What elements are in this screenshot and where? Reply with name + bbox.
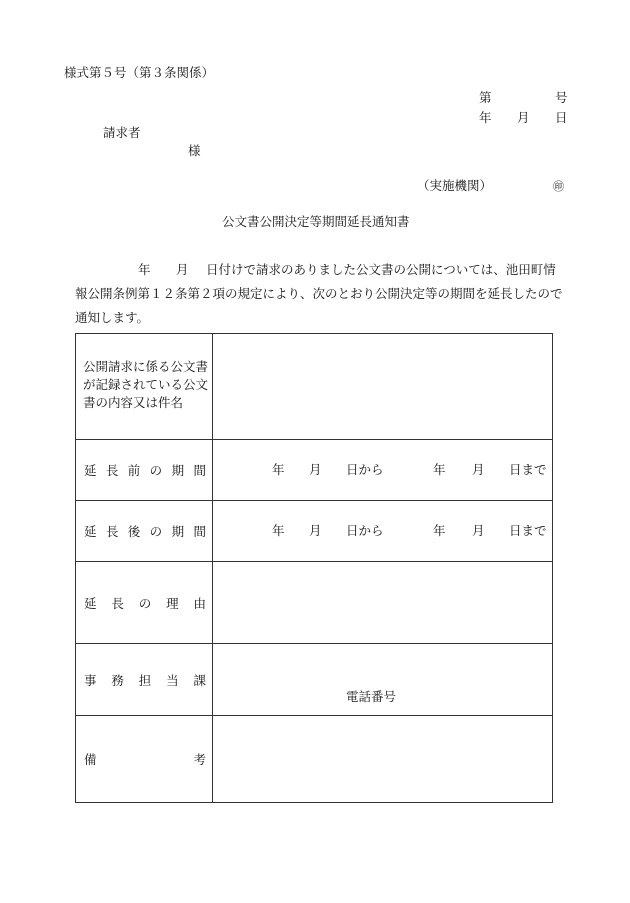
extension-reason-label-cell xyxy=(76,562,213,643)
label-char: 前 xyxy=(127,463,141,478)
extension-reason-field[interactable] xyxy=(213,562,552,643)
form-number: 様式第５号（第３条関係） xyxy=(64,65,215,80)
period-after-field[interactable] xyxy=(213,501,552,561)
document-content-label-line: 書の内容又は件名 xyxy=(83,395,184,410)
label-char: の xyxy=(138,595,152,611)
period-before-end-year: 年 xyxy=(433,461,446,477)
label-char: 延 xyxy=(84,524,97,539)
notice-month-label: 月 xyxy=(176,262,189,277)
extension-reason-label xyxy=(84,594,206,612)
honorific-label: 様 xyxy=(188,143,201,158)
document-content-label-line: 公開請求に係る公文書 xyxy=(83,359,209,374)
document-content-label xyxy=(83,358,208,412)
label-char: 長 xyxy=(105,463,119,478)
responsible-section-field[interactable] xyxy=(213,644,552,715)
document-content-field[interactable] xyxy=(213,334,552,439)
row-period-after xyxy=(76,501,552,562)
period-before-start-month: 月 xyxy=(309,461,322,477)
period-after-start-month: 月 xyxy=(309,522,322,538)
label-char: 延 xyxy=(84,595,97,611)
period-before-end-month: 月 xyxy=(472,461,485,477)
label-char: 間 xyxy=(193,524,206,539)
document-content-label-cell xyxy=(76,334,213,439)
period-before-label-cell xyxy=(76,440,213,500)
period-after-label-cell xyxy=(76,501,213,561)
label-char: 備 xyxy=(84,752,97,767)
notice-line-2: 報公開条例第１２条第２項の規定により、次のとおり公開決定等の期間を延長したので xyxy=(75,286,563,301)
remarks-field[interactable] xyxy=(213,716,552,802)
date-day-label: 日 xyxy=(555,110,568,125)
remarks-label xyxy=(84,750,206,768)
seal-icon: ㊞ xyxy=(553,180,564,193)
period-before-start-year: 年 xyxy=(272,461,285,477)
document-number-suffix: 号 xyxy=(555,90,568,105)
row-remarks xyxy=(76,716,552,802)
label-char: の xyxy=(149,463,163,478)
responsible-section-label xyxy=(84,671,206,689)
document-number-prefix: 第 xyxy=(479,90,492,105)
notice-line-1 xyxy=(75,258,565,282)
agency-label: （実施機関） xyxy=(417,178,493,193)
label-char: 後 xyxy=(127,524,141,539)
period-after-end-month: 月 xyxy=(472,522,485,538)
notice-line-3: 通知します。 xyxy=(75,310,150,325)
notice-year-label: 年 xyxy=(138,262,151,277)
label-char: 延 xyxy=(84,463,97,478)
label-char: 担 xyxy=(138,672,152,688)
period-after-start-day: 日から xyxy=(346,522,384,538)
phone-number-label: 電話番号 xyxy=(346,689,397,704)
notice-line-1-text: 日付けで請求のありました公文書の公開については、池田町情 xyxy=(206,262,556,277)
label-char: 長 xyxy=(105,524,119,539)
label-char: の xyxy=(149,524,163,539)
period-before-end-day: 日まで xyxy=(509,461,547,477)
label-char: 長 xyxy=(111,595,124,611)
row-responsible-section xyxy=(76,644,552,716)
responsible-section-label-cell xyxy=(76,644,213,715)
label-char: 当 xyxy=(166,672,179,688)
date-year-label: 年 xyxy=(479,110,492,125)
row-document-content xyxy=(76,334,552,440)
period-before-label xyxy=(84,461,206,479)
label-char: 由 xyxy=(193,595,206,611)
row-extension-reason xyxy=(76,562,552,644)
notice-body xyxy=(75,258,565,330)
page-title: 公文書公開決定等期間延長通知書 xyxy=(222,214,410,229)
label-char: 期 xyxy=(171,524,185,539)
label-char: 考 xyxy=(193,752,206,767)
label-char: 務 xyxy=(111,672,124,688)
label-char: 課 xyxy=(193,672,206,688)
label-char: 期 xyxy=(171,463,185,478)
requester-label: 請求者 xyxy=(103,125,141,140)
document-content-label-line: が記録されている公文 xyxy=(83,377,209,392)
period-before-start-day: 日から xyxy=(346,461,384,477)
form-table xyxy=(75,333,553,803)
row-period-before xyxy=(76,440,552,501)
period-after-label xyxy=(84,522,206,540)
period-after-start-year: 年 xyxy=(272,522,285,538)
label-char: 理 xyxy=(166,595,179,611)
period-after-end-day: 日まで xyxy=(509,522,547,538)
label-char: 事 xyxy=(84,672,97,688)
period-before-field[interactable] xyxy=(213,440,552,500)
remarks-label-cell xyxy=(76,716,213,802)
period-after-end-year: 年 xyxy=(433,522,446,538)
label-char: 間 xyxy=(193,463,206,478)
date-month-label: 月 xyxy=(517,110,530,125)
